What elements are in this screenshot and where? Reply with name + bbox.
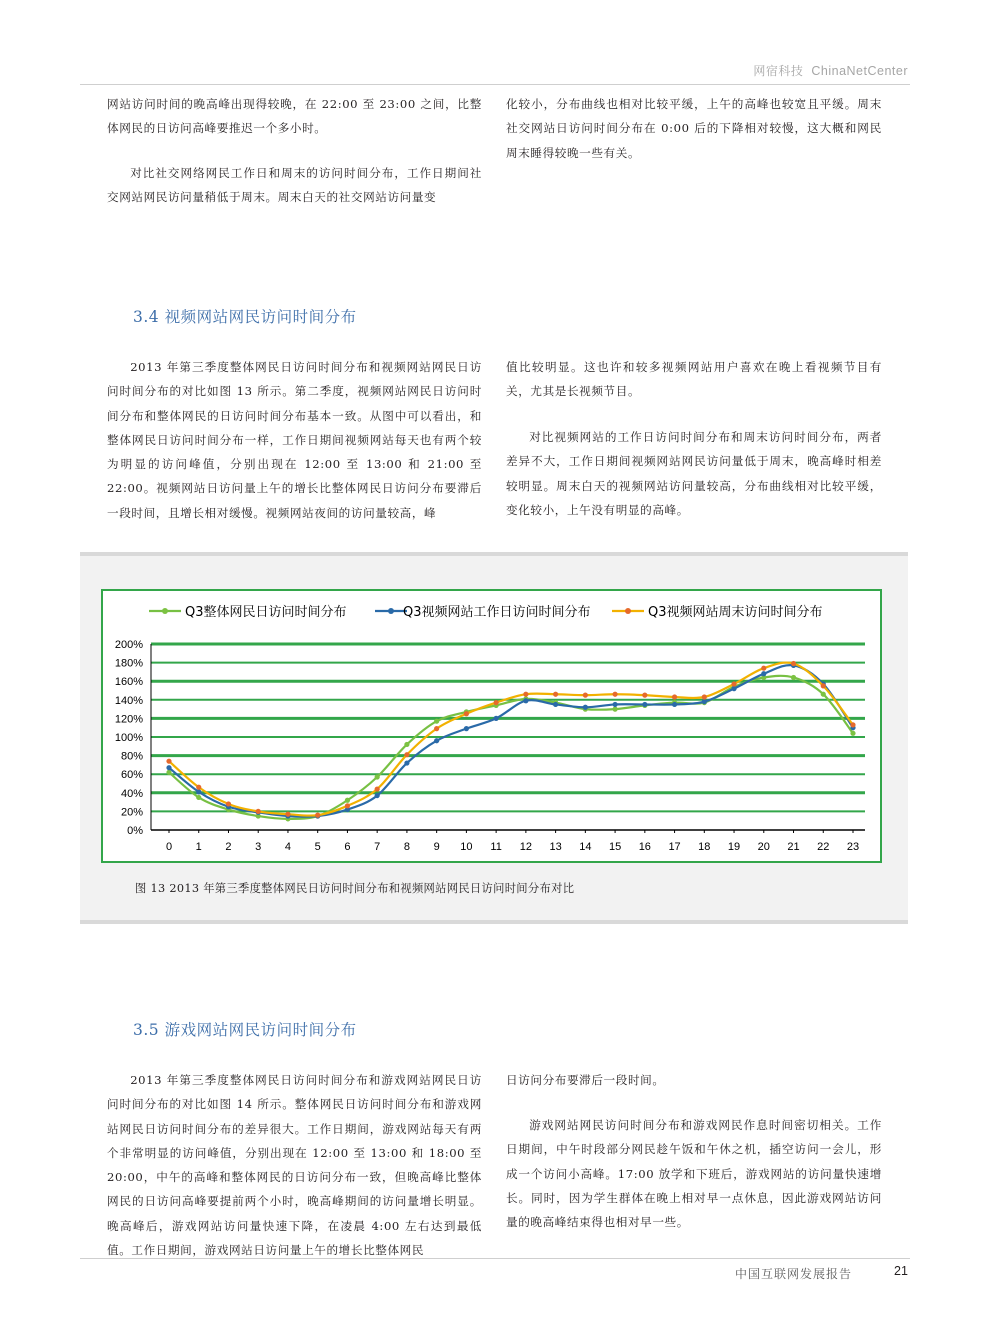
y-tick-label: 100%	[114, 732, 143, 744]
data-point	[761, 666, 766, 671]
data-point	[494, 700, 499, 705]
data-point	[850, 731, 855, 736]
data-point	[553, 692, 558, 697]
y-tick-label: 80%	[120, 750, 143, 763]
data-point	[464, 711, 469, 716]
data-point	[345, 803, 350, 808]
data-point	[196, 785, 201, 790]
x-tick-label: 23	[846, 841, 860, 853]
top-left-paragraph-1: 网站访问时间的晚高峰出现得较晚，在 22:00 至 23:00 之间，比整体网民的日访问高峰要推迟一个多小时。	[107, 97, 482, 136]
header-brand	[753, 62, 908, 79]
legend-label-2: Q3视频网站工作日访问时间分布	[403, 605, 591, 620]
chart-series	[166, 661, 855, 822]
top-left-paragraph-2: 对比社交网络网民工作日和周末的访问时间分布，工作日期间社交网站网民访问量稍低于周末。周末白天的社交网站访问量变	[107, 166, 482, 205]
x-tick-label: 22	[817, 841, 830, 853]
chart-grid	[151, 644, 865, 811]
x-tick-label: 2	[225, 841, 232, 853]
data-point	[583, 693, 588, 698]
data-point	[791, 661, 796, 666]
section-3-5-title: 3.5 游戏网站网民访问时间分布	[133, 1021, 357, 1039]
section-3-4-right-paragraph-2: 对比视频网站的工作日访问时间分布和周末访问时间分布，两者差异不大，工作日期间视频网站网民访问量低于周末，晚高峰时相差较明显。周末白天的视频网站访问量较高，分布曲线相对比较平缓，变化较小，上午没有明显的高峰。	[506, 430, 882, 517]
x-tick-label: 20	[757, 841, 770, 853]
x-tick-label: 6	[344, 841, 351, 853]
data-point	[672, 694, 677, 699]
legend-marker-2	[388, 608, 394, 614]
data-point	[612, 702, 617, 707]
x-tick-label: 5	[314, 841, 321, 853]
footer-report-title: 中国互联网发展报告	[735, 1267, 853, 1281]
x-tick-label: 11	[490, 841, 502, 853]
data-point	[345, 798, 350, 803]
data-point	[375, 774, 380, 779]
data-point	[642, 702, 647, 707]
y-tick-label: 60%	[120, 769, 143, 782]
x-tick-label: 0	[165, 841, 173, 853]
data-point	[464, 726, 469, 731]
x-tick-label: 10	[460, 841, 473, 853]
page-number: 21	[894, 1264, 908, 1278]
y-tick-label: 120%	[114, 713, 143, 726]
legend-marker-3	[625, 608, 631, 614]
data-point	[166, 765, 171, 770]
data-point	[434, 738, 439, 743]
data-point	[494, 716, 499, 721]
top-right-paragraph-1: 化较小，分布曲线也相对比较平缓，上午的高峰也较宽且平缓。周末社交网站日访问时间分布在 0:00 后的下降相对较慢，这大概和网民周末睡得较晚一些有关。	[506, 97, 882, 160]
data-point	[375, 786, 380, 791]
data-point	[702, 699, 707, 704]
data-point	[731, 686, 736, 691]
data-point	[791, 675, 796, 680]
data-point	[285, 812, 290, 817]
data-point	[850, 722, 855, 727]
data-point	[612, 707, 617, 712]
section-3-4-right-paragraph-1: 值比较明显。这也许和较多视频网站用户喜欢在晚上看视频节目有关，尤其是长视频节目。	[506, 360, 882, 399]
data-point	[702, 694, 707, 699]
footer-rule	[80, 1258, 910, 1259]
header-brand-en: ChinaNetCenter	[811, 64, 908, 78]
x-tick-label: 9	[433, 841, 440, 853]
x-tick-label: 14	[579, 841, 592, 853]
x-tick-label: 15	[608, 841, 622, 853]
x-tick-label: 18	[698, 841, 711, 853]
legend-marker-1	[162, 608, 168, 614]
x-tick-label: 7	[374, 841, 381, 853]
data-point	[553, 702, 558, 707]
section-3-5-right-paragraph-1: 日访问分布要滞后一段时间。	[506, 1073, 665, 1087]
data-point	[523, 692, 528, 697]
data-point	[226, 801, 231, 806]
y-tick-label: 180%	[114, 657, 143, 670]
chart-legend	[149, 604, 823, 620]
section-3-4-title: 3.4 视频网站网民访问时间分布	[133, 308, 357, 326]
section-3-4-left-paragraph: 2013 年第三季度整体网民日访问时间分布和视频网站网民日访问时间分布的对比如图 13 所示。第二季度，视频网站网民日访问时间分布和整体网民的日访问时间分布基本一致。从图中可以看出，和整体网民日访问时间分布一样，工作日期间视频网站每天也有两个较为明显的访问峰值，分别出现在 12:00 至 13:00 和 21:00 至 22:00。视频网站日访问量上午的增长比整体网民日访问分布要滞后一段时间，且增长相对缓慢。视频网站夜间的访问量较高，峰	[107, 360, 482, 520]
header-rule	[80, 84, 910, 85]
legend-label-1: Q3整体网民日访问时间分布	[185, 605, 347, 620]
legend-label-3: Q3视频网站周末访问时间分布	[648, 605, 823, 620]
y-tick-label: 200%	[114, 639, 143, 651]
x-tick-label: 16	[638, 841, 651, 853]
header-brand-cn: 网宿科技	[753, 64, 804, 78]
x-tick-label: 17	[668, 841, 681, 853]
section-3-5-right-paragraph-2: 游戏网站网民访问时间分布和游戏网民作息时间密切相关。工作日期间，中午时段部分网民趁午饭和午休之机，插空访问一会儿，形成一个访问小高峰。17:00 放学和下班后，游戏网站的访问量快速增长。同时，因为学生群体在晚上相对早一点休息，因此游戏网站访问量的晚高峰结束得也相对早一些。	[506, 1118, 882, 1230]
x-tick-label: 4	[284, 841, 292, 853]
data-point	[821, 683, 826, 688]
data-point	[672, 702, 677, 707]
x-tick-label: 3	[255, 841, 262, 853]
data-point	[731, 681, 736, 686]
data-point	[196, 789, 201, 794]
data-point	[583, 705, 588, 710]
figure-13-chart	[101, 589, 882, 863]
figure-13-caption: 图 13 2013 年第三季度整体网民日访问时间分布和视频网站网民日访问时间分布对比	[135, 882, 575, 895]
section-3-5-left-paragraph: 2013 年第三季度整体网民日访问时间分布和游戏网站网民日访问时间分布的对比如图 14 所示。整体网民日访问时间分布和游戏网站网民日访问时间分布的差异很大。工作日期间，游戏网站每天有两个非常明显的访问峰值，分别出现在 12:00 至 13:00 和 18:00 至 20:00，中午的高峰和整体网民的日访问分布一致，但晚高峰比整体网民的日访问高峰要提前两个小时，晚高峰期间的访问量增长明显。晚高峰后，游戏网站访问量快速下降，在凌晨 4:00 左右达到最低值。工作日期间，游戏网站日访问量上午的增长比整体网民	[107, 1073, 482, 1258]
y-tick-label: 160%	[114, 676, 143, 689]
data-point	[821, 692, 826, 697]
chart-axes	[115, 639, 865, 853]
data-point	[523, 698, 528, 703]
y-tick-label: 140%	[114, 694, 143, 707]
x-tick-label: 13	[549, 841, 562, 853]
data-point	[404, 752, 409, 757]
data-point	[404, 742, 409, 747]
data-point	[404, 760, 409, 765]
data-point	[612, 692, 617, 697]
x-tick-label: 21	[787, 841, 800, 853]
data-point	[166, 759, 171, 764]
data-point	[256, 809, 261, 814]
data-point	[434, 719, 439, 724]
data-point	[196, 795, 201, 800]
x-tick-label: 1	[195, 841, 202, 853]
data-point	[315, 813, 320, 818]
x-tick-label: 12	[519, 841, 532, 853]
data-point	[434, 726, 439, 731]
data-point	[642, 693, 647, 698]
y-tick-label: 0%	[127, 825, 143, 837]
data-point	[375, 793, 380, 798]
x-tick-label: 8	[403, 841, 410, 853]
y-tick-label: 40%	[120, 787, 143, 800]
line-chart-svg	[103, 591, 880, 861]
data-point	[761, 671, 766, 676]
x-tick-label: 19	[727, 841, 741, 853]
y-tick-label: 20%	[120, 806, 143, 819]
